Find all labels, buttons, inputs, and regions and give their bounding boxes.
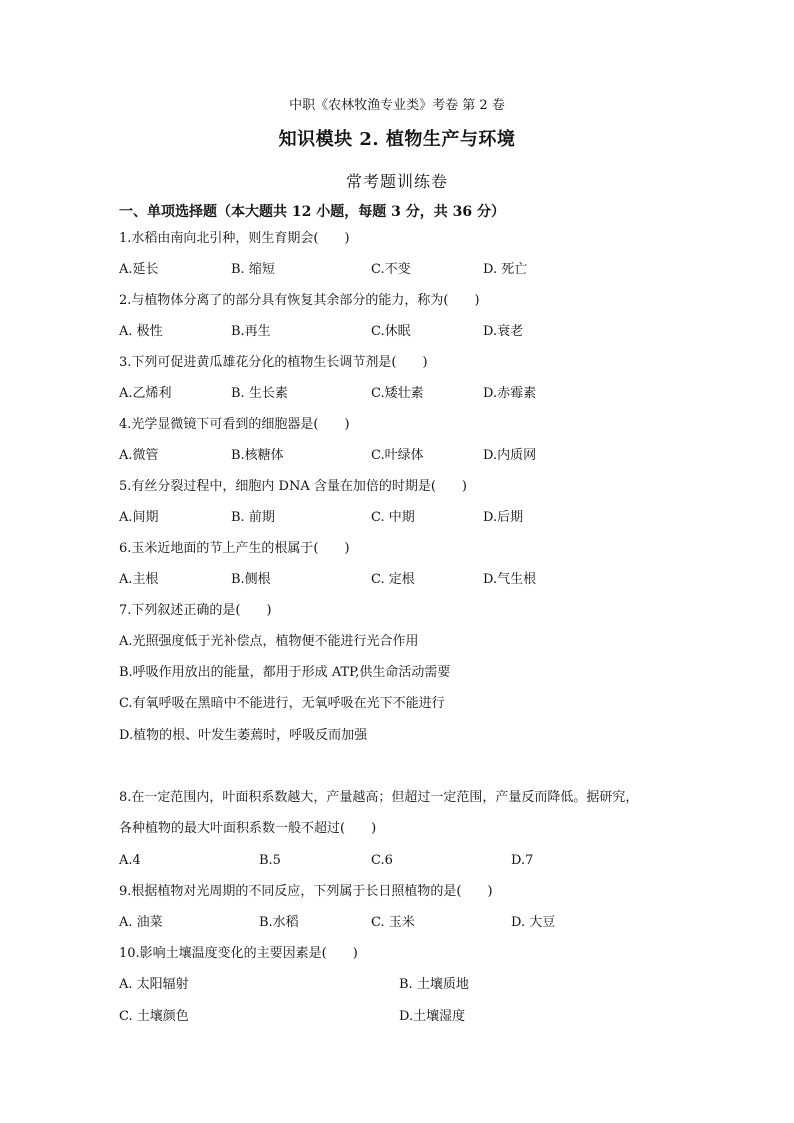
question-9-option-c: C. 玉米 — [371, 915, 415, 930]
question-6-option-b: B.侧根 — [231, 572, 271, 587]
question-3-option-a: A.乙烯利 — [119, 386, 172, 401]
question-4-option-c: C.叶绿体 — [371, 448, 424, 463]
question-2-option-c: C.休眠 — [371, 324, 411, 339]
question-9-stem: 9.根据植物对光周期的不同反应，下列属于长日照植物的是( ) — [119, 884, 493, 899]
question-10-option-d: D.土壤湿度 — [399, 1009, 466, 1024]
question-10-option-b: B. 土壤质地 — [399, 977, 469, 992]
question-7-option-b: B.呼吸作用放出的能量，都用于形成 ATP,供生命活动需要 — [119, 665, 451, 680]
question-6-option-d: D.气生根 — [483, 572, 537, 587]
question-3-option-c: C.矮壮素 — [371, 386, 424, 401]
question-9-option-b: B.水稻 — [259, 915, 299, 930]
question-4-option-b: B.核糖体 — [231, 448, 284, 463]
question-1-option-c: C.不变 — [371, 262, 411, 277]
question-7-option-d: D.植物的根、叶发生萎蔫时，呼吸反而加强 — [119, 728, 368, 743]
question-6-option-c: C. 定根 — [371, 572, 415, 587]
question-1-option-d: D. 死亡 — [483, 262, 528, 277]
question-8-option-d: D.7 — [511, 853, 534, 868]
question-3-stem: 3.下列可促进黄瓜雄花分化的植物生长调节剂是( ) — [119, 355, 428, 370]
question-1-stem: 1.水稻由南向北引种，则生育期会( ) — [119, 231, 350, 246]
question-8-option-c: C.6 — [371, 853, 393, 868]
page-title: 知识模块 2. 植物生产与环境 — [278, 129, 516, 150]
question-3-option-d: D.赤霉素 — [483, 386, 537, 401]
question-2-option-a: A. 极性 — [119, 324, 163, 339]
question-10-option-a: A. 太阳辐射 — [119, 977, 189, 992]
question-7-option-c: C.有氧呼吸在黑暗中不能进行，无氧呼吸在光下不能进行 — [119, 696, 445, 711]
question-4-option-d: D.内质网 — [483, 448, 537, 463]
question-8-option-a: A.4 — [119, 853, 141, 868]
question-5-option-a: A.间期 — [119, 510, 159, 525]
question-2-option-b: B.再生 — [231, 324, 271, 339]
question-2-option-d: D.衰老 — [483, 324, 524, 339]
question-7-stem: 7.下列叙述正确的是( ) — [119, 603, 272, 618]
question-9-option-d: D. 大豆 — [511, 915, 556, 930]
page-subtitle: 常考题训练卷 — [345, 172, 448, 191]
question-6-option-a: A.主根 — [119, 572, 159, 587]
question-5-stem: 5.有丝分裂过程中，细胞内 DNA 含量在加倍的时期是( ) — [119, 479, 467, 494]
question-5-option-b: B. 前期 — [231, 510, 275, 525]
question-4-stem: 4.光学显微镜下可看到的细胞器是( ) — [119, 417, 350, 432]
question-4-option-a: A.微管 — [119, 448, 159, 463]
question-10-stem: 10.影响土壤温度变化的主要因素是( ) — [119, 946, 358, 961]
question-1-option-a: A.延长 — [119, 262, 159, 277]
question-8-stem-line-2: 各种植物的最大叶面积系数一般不超过( ) — [119, 821, 377, 836]
question-5-option-c: C. 中期 — [371, 510, 415, 525]
section-heading: 一、单项选择题（本大题共 12 小题，每题 3 分，共 36 分） — [119, 204, 505, 220]
question-10-option-c: C. 土壤颜色 — [119, 1009, 189, 1024]
question-2-stem: 2.与植物体分离了的部分具有恢复其余部分的能力，称为( ) — [119, 293, 480, 308]
question-8-option-b: B.5 — [259, 853, 281, 868]
question-7-option-a: A.光照强度低于光补偿点，植物便不能进行光合作用 — [119, 634, 419, 649]
exam-series-line: 中职《农林牧渔专业类》考卷 第 2 卷 — [289, 98, 505, 113]
question-9-option-a: A. 油菜 — [119, 915, 163, 930]
question-3-option-b: B. 生长素 — [231, 386, 288, 401]
question-6-stem: 6.玉米近地面的节上产生的根属于( ) — [119, 541, 350, 556]
question-1-option-b: B. 缩短 — [231, 262, 275, 277]
question-5-option-d: D.后期 — [483, 510, 524, 525]
question-8-stem-line-1: 8.在一定范围内，叶面积系数越大，产量越高；但超过一定范围，产量反而降低。据研究， — [119, 790, 639, 805]
